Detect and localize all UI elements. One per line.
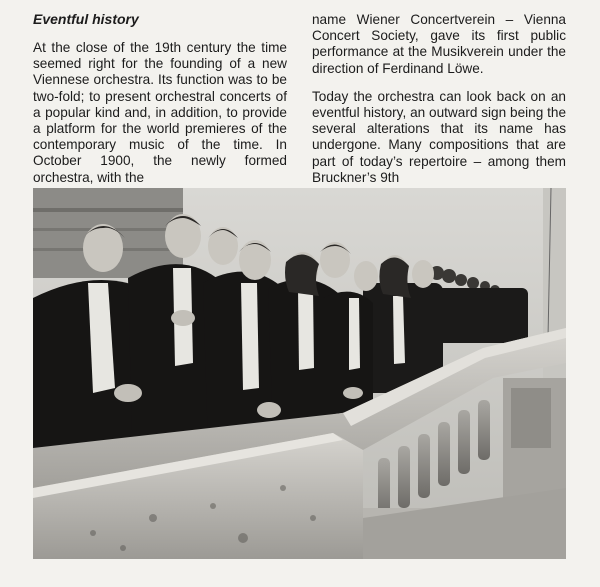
body-paragraph-2: Today the orchestra can look back on an eventful history, an outward sign being the several alterations that its name has undergone. Many compositions that are part of today’s repertoire – among them Bruckner’s 9th [312, 88, 566, 185]
body-paragraph: At the close of the 19th century the time seemed right for the founding of a new Viennese orchestra. Its function was to be two-fold; to present orchestral concerts of a popular kind and, in addition, to provide a platform for the world premieres of the contemporary music of the time. In October 1900, the newly formed orchestra, with the [33, 40, 287, 185]
left-text-column [33, 10, 287, 198]
orchestra-photo [33, 188, 566, 559]
orchestra-photo-illustration [33, 188, 566, 559]
right-text-column [312, 12, 566, 198]
body-paragraph-1: name Wiener Concertverein – Vienna Concert Society, gave its first public performance at the Musikverein under the direction of Ferdinand Löwe. [312, 12, 566, 76]
section-heading: Eventful history [33, 11, 139, 27]
